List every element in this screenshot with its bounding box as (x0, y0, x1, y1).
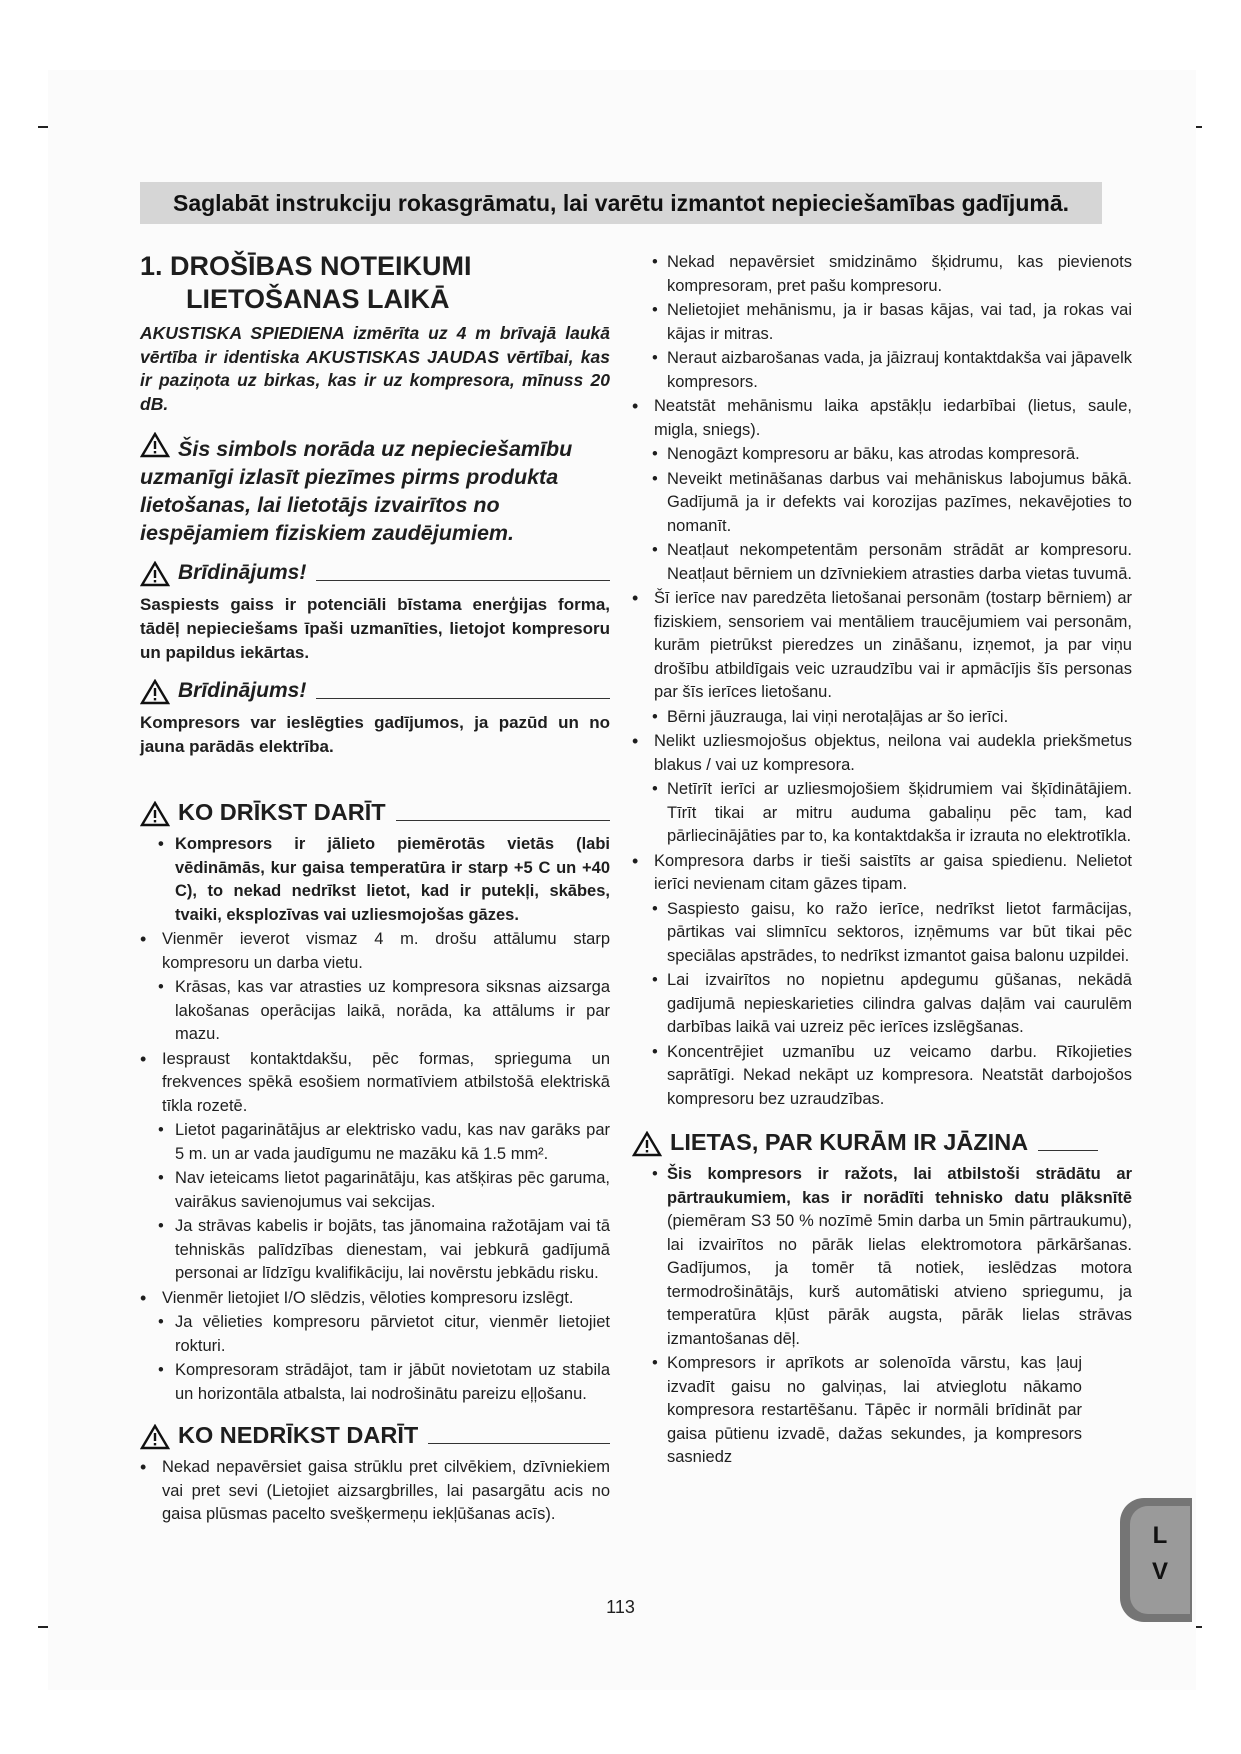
know-section-title: LIETAS, PAR KURĀM IR JĀZINA (670, 1129, 1029, 1155)
right-column (632, 250, 1132, 1471)
list-item: • Neraut aizbarošanas vada, ja jāizrauj kontaktdakša vai jāpavelk kompresors. (652, 349, 1132, 391)
list-item: • Šī ierīce nav paredzēta lietošanai personām (tostarp bērniem) ar fiziskiem, sensoriem vai mentāliem traucējumiem vai personām, kurām pietrūkst pieredzes un zināšanu, izņemot, ja par viņu drošību atbildīgais veic uzraudzību vai ir apmācījis šīs personas par šīs ierīces lietošanu. (632, 587, 1132, 705)
heading-rule (428, 1443, 610, 1444)
left-column (140, 250, 610, 1528)
list-item: • Koncentrējiet uzmanību uz veicamo darbu. Rīkojieties saprātīgi. Nekad nekāpt uz kompresora. Neatstāt darbojošos kompresoru bez uzraudzības. (652, 1042, 1132, 1108)
warning-triangle-icon (140, 432, 170, 458)
list-item: • Nenogāzt kompresoru ar bāku, kas atrodas kompresorā. (652, 445, 1080, 463)
section-title (140, 250, 610, 316)
language-tab-line1: L (1152, 1522, 1168, 1549)
language-tab-line2: V (1151, 1558, 1168, 1585)
warning2-title: Brīdinājums! (178, 679, 307, 702)
warning-triangle-icon (140, 679, 170, 705)
list-item: • Nelikt uzliesmojošus objektus, neilona vai audekla priekšmetus blakus / vai uz kompresora. (632, 730, 1132, 777)
list-item: • Kompresora darbs ir tieši saistīts ar gaisa spiedienu. Nelietot ierīci nevienam citam gāzes tipam. (632, 850, 1132, 897)
list-item: • Kompresoram strādājot, tam ir jābūt novietotam uz stabila un horizontāla atbalsta, lai nodrošinātu pareizu eļļošanu. (158, 1361, 610, 1403)
acoustic-note: AKUSTISKA SPIEDIENA izmērīta uz 4 m brīvajā laukā vērtība ir identiska AKUSTISKAS JAUDAS vērtībai, kas ir paziņota uz birkas, kas ir uz kompresora, mīnuss 20 dB. (140, 323, 610, 414)
list-item: • Lai izvairītos no nopietnu apdegumu gūšanas, nekādā gadījumā nepieskarieties cilindra galvas daļām vai caurulēm darbības laikā vai uzreiz pēc ierīces izslēgšanas. (652, 971, 1132, 1036)
list-item: • Vienmēr ieverot vismaz 4 m. drošu attālumu starp kompresoru un darba vietu. (140, 928, 610, 975)
warning2-text: Kompresors var ieslēgties gadījumos, ja pazūd un no jauna parādās elektrība. (140, 713, 610, 756)
list-item: • Netīrīt ierīci ar uzliesmojošiem šķidrumiem vai šķīdinātājiem. Tīrīt tikai ar mitru auduma gabaliņu pēc tam, kad pārliecinājāties par to, ka kontaktdakša ir izrauta no elektrotīkla. (652, 780, 1132, 845)
page-number: 113 (606, 1597, 635, 1617)
page-banner: Saglabāt instrukciju rokasgrāmatu, lai varētu izmantot nepieciešamības gadījumā. (140, 182, 1102, 224)
list-item: • Neatļaut nekompetentām personām strādāt ar kompresoru. Neatļaut bērniem un dzīvniekiem atrasties darba vietas tuvumā. (652, 541, 1132, 583)
warning1-text: Saspiests gaiss ir potenciāli bīstama enerģijas forma, tādēļ nepieciešams īpaši uzmanīties, lietojot kompresoru un papildus iekārtas. (140, 595, 610, 662)
list-item: • Bērni jāuzrauga, lai viņi nerotaļājas ar šo ierīci. (652, 707, 1009, 726)
list-item: • Saspiesto gaisu, ko ražo ierīce, nedrīkst lietot farmācijas, pārtikas vai slimnīcu sektoros, izņēmums var būt tikai pēc speciālas apstrādes, to nedrīkst izmantot gaisa balonu uzpildei. (652, 899, 1132, 965)
know-section-heading (632, 1127, 1132, 1157)
warning1-heading (140, 559, 610, 587)
warning2-heading (140, 677, 610, 705)
do-section-title: KO DRĪKST DARĪT (178, 799, 386, 825)
warning1-title: Brīdinājums! (178, 561, 307, 584)
list-item: • Ja strāvas kabelis ir bojāts, tas jānomaina ražotājam vai tā tehniskās palīdzības dienestam, vai jebkurā gadījumā personai ar līdzīgu kvalifikāciju, lai novērstu jebkādu risku. (158, 1217, 610, 1282)
list-item: • Ja vēlieties kompresoru pārvietot citur, vienmēr lietojiet rokturi. (158, 1313, 610, 1355)
dont-section-title: KO NEDRĪKST DARĪT (178, 1422, 419, 1448)
warning-triangle-icon (140, 561, 170, 587)
symbol-note-text: Šis simbols norāda uz nepieciešamību uzmanīgi izlasīt piezīmes pirms produkta lietošanas, lai lietotājs izvairītos no iespējamiem fiziskiem zaudējumiem. (140, 437, 573, 545)
heading-rule (316, 580, 610, 581)
heading-rule (396, 820, 610, 821)
heading-rule (316, 698, 610, 699)
heading-rule (1038, 1150, 1098, 1151)
list-item: • Kompresors ir aprīkots ar solenoīda vārstu, kas ļauj izvadīt gaisu no galviņas, lai atvieglotu nākamo kompresora restartēšanu. Tāpēc ir normāli brīdināt par gaisa pūtienu izvadē, dažas sekundes, ja kompresors sasniedz (652, 1354, 1082, 1466)
list-item: • Nekad nepavērsiet smidzināmo šķidrumu, kas pievienots kompresoram, pret pašu kompresoru. (652, 253, 1132, 295)
list-item: • Lietot pagarinātājus ar elektrisko vadu, kas nav garāks par 5 m. un ar vada jaudīgumu ne mazāku kā 1.5 mm². (158, 1121, 610, 1163)
section-title-line1: 1. DROŠĪBAS NOTEIKUMI (140, 251, 472, 281)
do-section-heading (140, 797, 610, 827)
list-item: • Vienmēr lietojiet I/O slēdzis, vēloties kompresoru izslēgt. (140, 1287, 610, 1311)
list-item: • Nav ieteicams lietot pagarinātāju, kas atšķiras pēc garuma, vairākus savienojumus vai sekcijas. (158, 1169, 610, 1211)
warning-triangle-icon (140, 1424, 170, 1450)
dont-section-heading (140, 1420, 610, 1450)
list-item: • Neveikt metināšanas darbus vai mehāniskus labojumus bākā. Gadījumā ja ir defekts vai korozijas pazīmes, nekavējoties to nomanīt. (652, 469, 1132, 535)
warning-triangle-icon (632, 1131, 662, 1157)
list-item: • Krāsas, kas var atrasties uz kompresora siksnas aizsarga lakošanas operācijas laikā, norāda, ka attālums ir par mazu. (158, 978, 610, 1043)
list-item: • Neatstāt mehānismu laika apstākļu iedarbībai (lietus, saule, migla, sniegs). (632, 395, 1132, 442)
section-title-line2: LIETOŠANAS LAIKĀ (186, 284, 450, 314)
symbol-note (140, 432, 610, 547)
list-item: • Kompresors ir jālieto piemērotās vietās (labi vēdināmās, kur gaisa temperatūra ir starp +5 C un +40 C), to nekad nedrīkst lietot, kad ir putekļi, skābes, tvaiki, eksplozīvas vai uzliesmojošas gāzes. (158, 835, 610, 924)
list-item: • Šis kompresors ir ražots, lai atbilstoši strādātu ar pārtraukumiem, kas ir norādīti tehnisko datu plāksnītē (piemēram S3 50 % nozīmē 5min darba un 5min pārtraukumu), lai izvairītos no pārāk lielas elektromotora pārkāršanas. Gadījumos, ja tomēr tā notiek, ieslēdzas motora termodrošinātājs, kurš automātiski atvieno spriegumu, ja temperatūra kļūst pārāk augsta, pārāk lielas strāvas izmantošanas dēļ. (652, 1165, 1132, 1348)
list-item: • Nelietojiet mehānismu, ja ir basas kājas, vai tad, ja rokas vai kājas ir mitras. (652, 301, 1132, 343)
list-item: • Nekad nepavērsiet gaisa strūklu pret cilvēkiem, dzīvniekiem vai pret sevi (Lietojiet aizsargbrilles, lai pasargātu acis no gaisa plūsmas pacelto svešķermeņu iekļūšanas acīs). (140, 1456, 610, 1527)
warning-triangle-icon (140, 801, 170, 827)
list-item: • Iespraust kontaktdakšu, pēc formas, sprieguma un frekvences spēkā esošiem normatīviem atbilstošā elektriskā tīkla rozetē. (140, 1048, 610, 1119)
